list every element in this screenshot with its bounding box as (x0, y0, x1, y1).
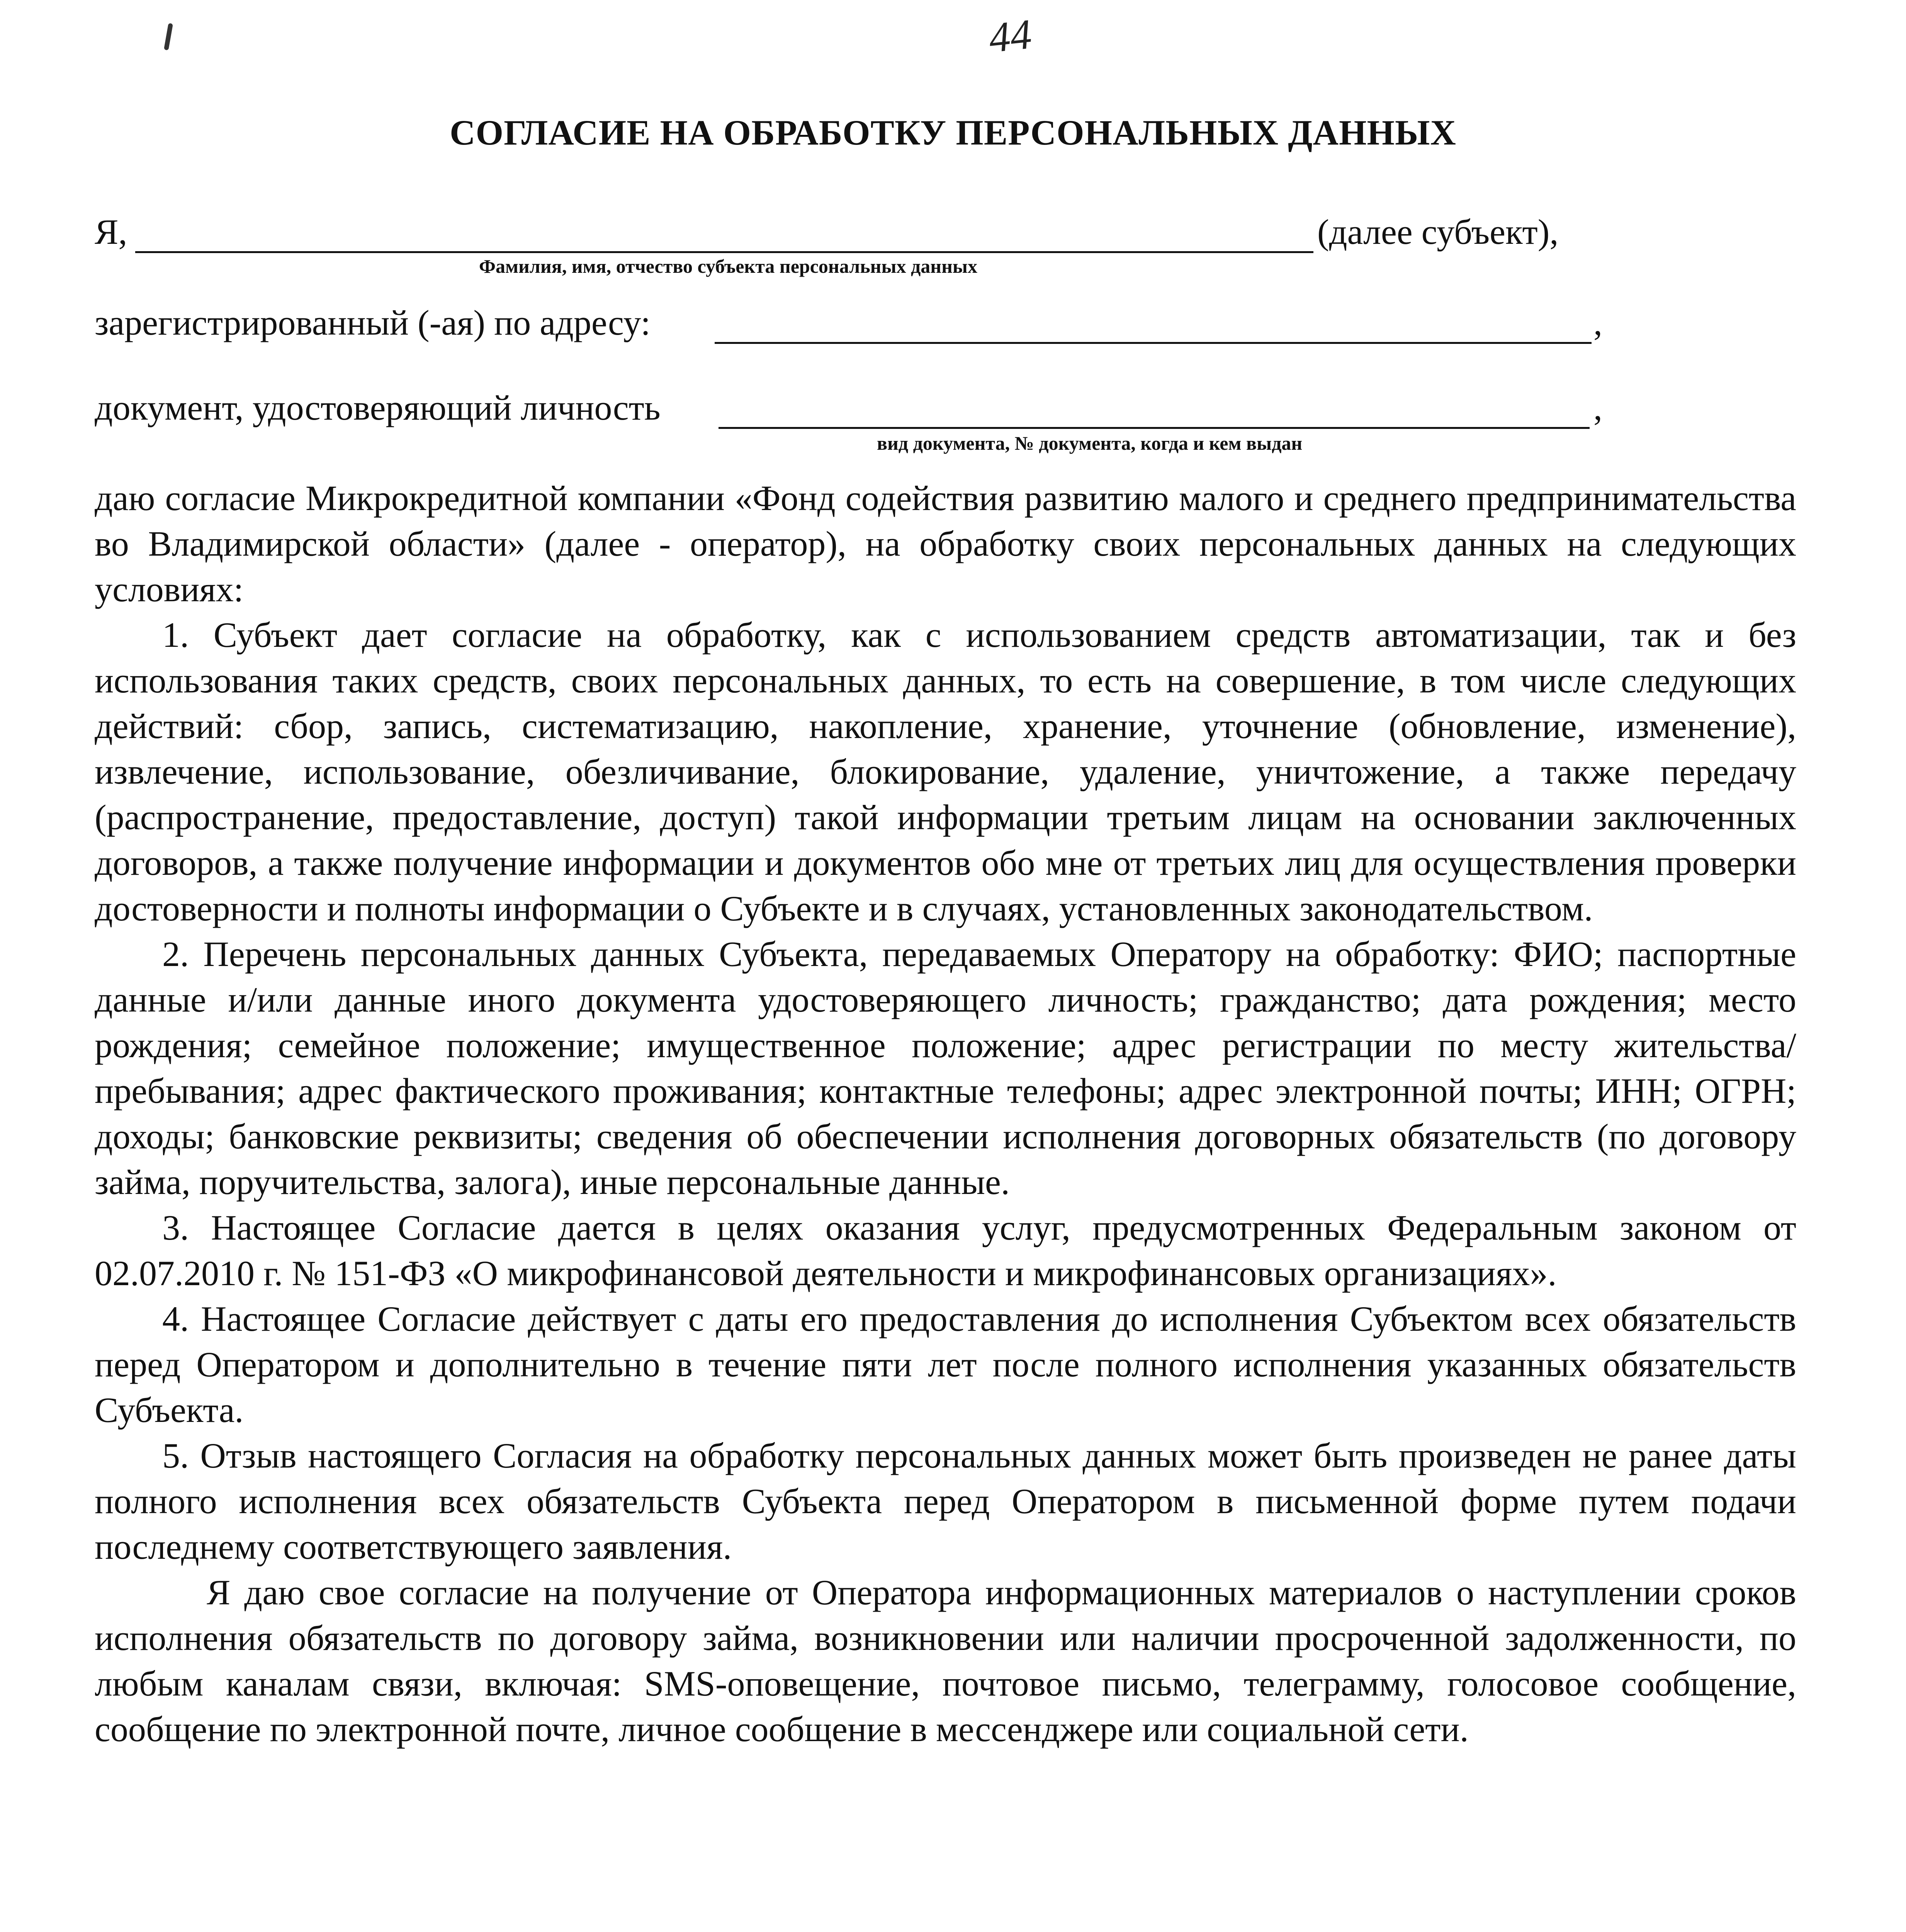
clause-2: 2. Перечень персональных данных Субъекта, передаваемых Оператору на обработку: ФИО; паспортные данные и/или данные иного документа удостоверяющего личность; гражданство; дата рождения; место рождения; семейное положение; имущественное положение; адрес регистрации по месту жительства/пребывания; адрес фактического проживания; контактные телефоны; адрес электронной почты; ИНН; ОГРН; доходы; банковские реквизиты; сведения об обеспечении исполнения договорных обязательств (по договору займа, поручительства, залога), иные персональные данные. (95, 934, 1796, 1202)
address-suffix: , (1593, 303, 1602, 342)
document-suffix: , (1593, 388, 1602, 427)
page-number: 44 (986, 10, 1034, 62)
notification-consent-paragraph: Я даю свое согласие на получение от Оператора информационных материалов о наступлении сроков исполнения обязательств по договору займа, возникновении или наличии просроченной задолженности, по любым каналам связи, включая: SMS-оповещение, почтовое письмо, телеграмму, голосовое сообщение, сообщение по электронной почте, личное сообщение в мессенджере или социальной сети. (95, 1573, 1796, 1749)
intro-paragraph: даю согласие Микрокредитной компании «Фонд содействия развитию малого и среднего предпринимательства во Владимирской области» (далее - оператор), на обработку своих персональных данных на следующих условиях: (95, 478, 1796, 609)
document-caption: вид документа, № документа, когда и кем выдан (877, 432, 1303, 454)
document-label: документ, удостоверяющий личность (95, 388, 661, 427)
clause-1: 1. Субъект дает согласие на обработку, как с использованием средств автоматизации, так и без использования таких средств, своих персональных данных, то есть на совершение, в том числе следующих действий: сбор, запись, систематизацию, накопление, хранение, уточнение (обновление, изменение), извлечение, использование, обезличивание, блокирование, удаление, уничтожение, а также передачу (распространение, предоставление, доступ) такой информации третьим лицам на основании заключенных договоров, а также получение информации и документов обо мне от третьих лиц для осуществления проверки достоверности и полноты информации о Субъекте и в случаях, установленных законодательством. (95, 615, 1796, 928)
clause-4: 4. Настоящее Согласие действует с даты его предоставления до исполнения Субъектом всех обязательств перед Оператором и дополнительно в течение пяти лет после полного исполнения указанных обязательств Субъекта. (95, 1299, 1796, 1430)
subject-prefix: Я, (95, 212, 127, 252)
subject-caption: Фамилия, имя, отчество субъекта персональных данных (479, 255, 977, 277)
address-label: зарегистрированный (-ая) по адресу: (95, 303, 651, 342)
clause-3: 3. Настоящее Согласие дается в целях оказания услуг, предусмотренных Федеральным законом от 02.07.2010 г. № 151-ФЗ «О микрофинансовой деятельности и микрофинансовых организациях». (95, 1208, 1796, 1293)
clause-5: 5. Отзыв настоящего Согласия на обработку персональных данных может быть произведен не ранее даты полного исполнения всех обязательств Субъекта перед Оператором в письменной форме путем подачи последнему соответствующего заявления. (95, 1436, 1796, 1566)
identity-document-field[interactable] (719, 427, 1590, 429)
subject-name-field[interactable] (135, 251, 1313, 253)
corner-mark (164, 23, 173, 50)
document-title: СОГЛАСИЕ НА ОБРАБОТКУ ПЕРСОНАЛЬНЫХ ДАННЫХ (450, 113, 1456, 152)
consent-body (95, 475, 1796, 1752)
address-field[interactable] (715, 342, 1592, 344)
subject-suffix: (далее субъект), (1317, 212, 1559, 252)
